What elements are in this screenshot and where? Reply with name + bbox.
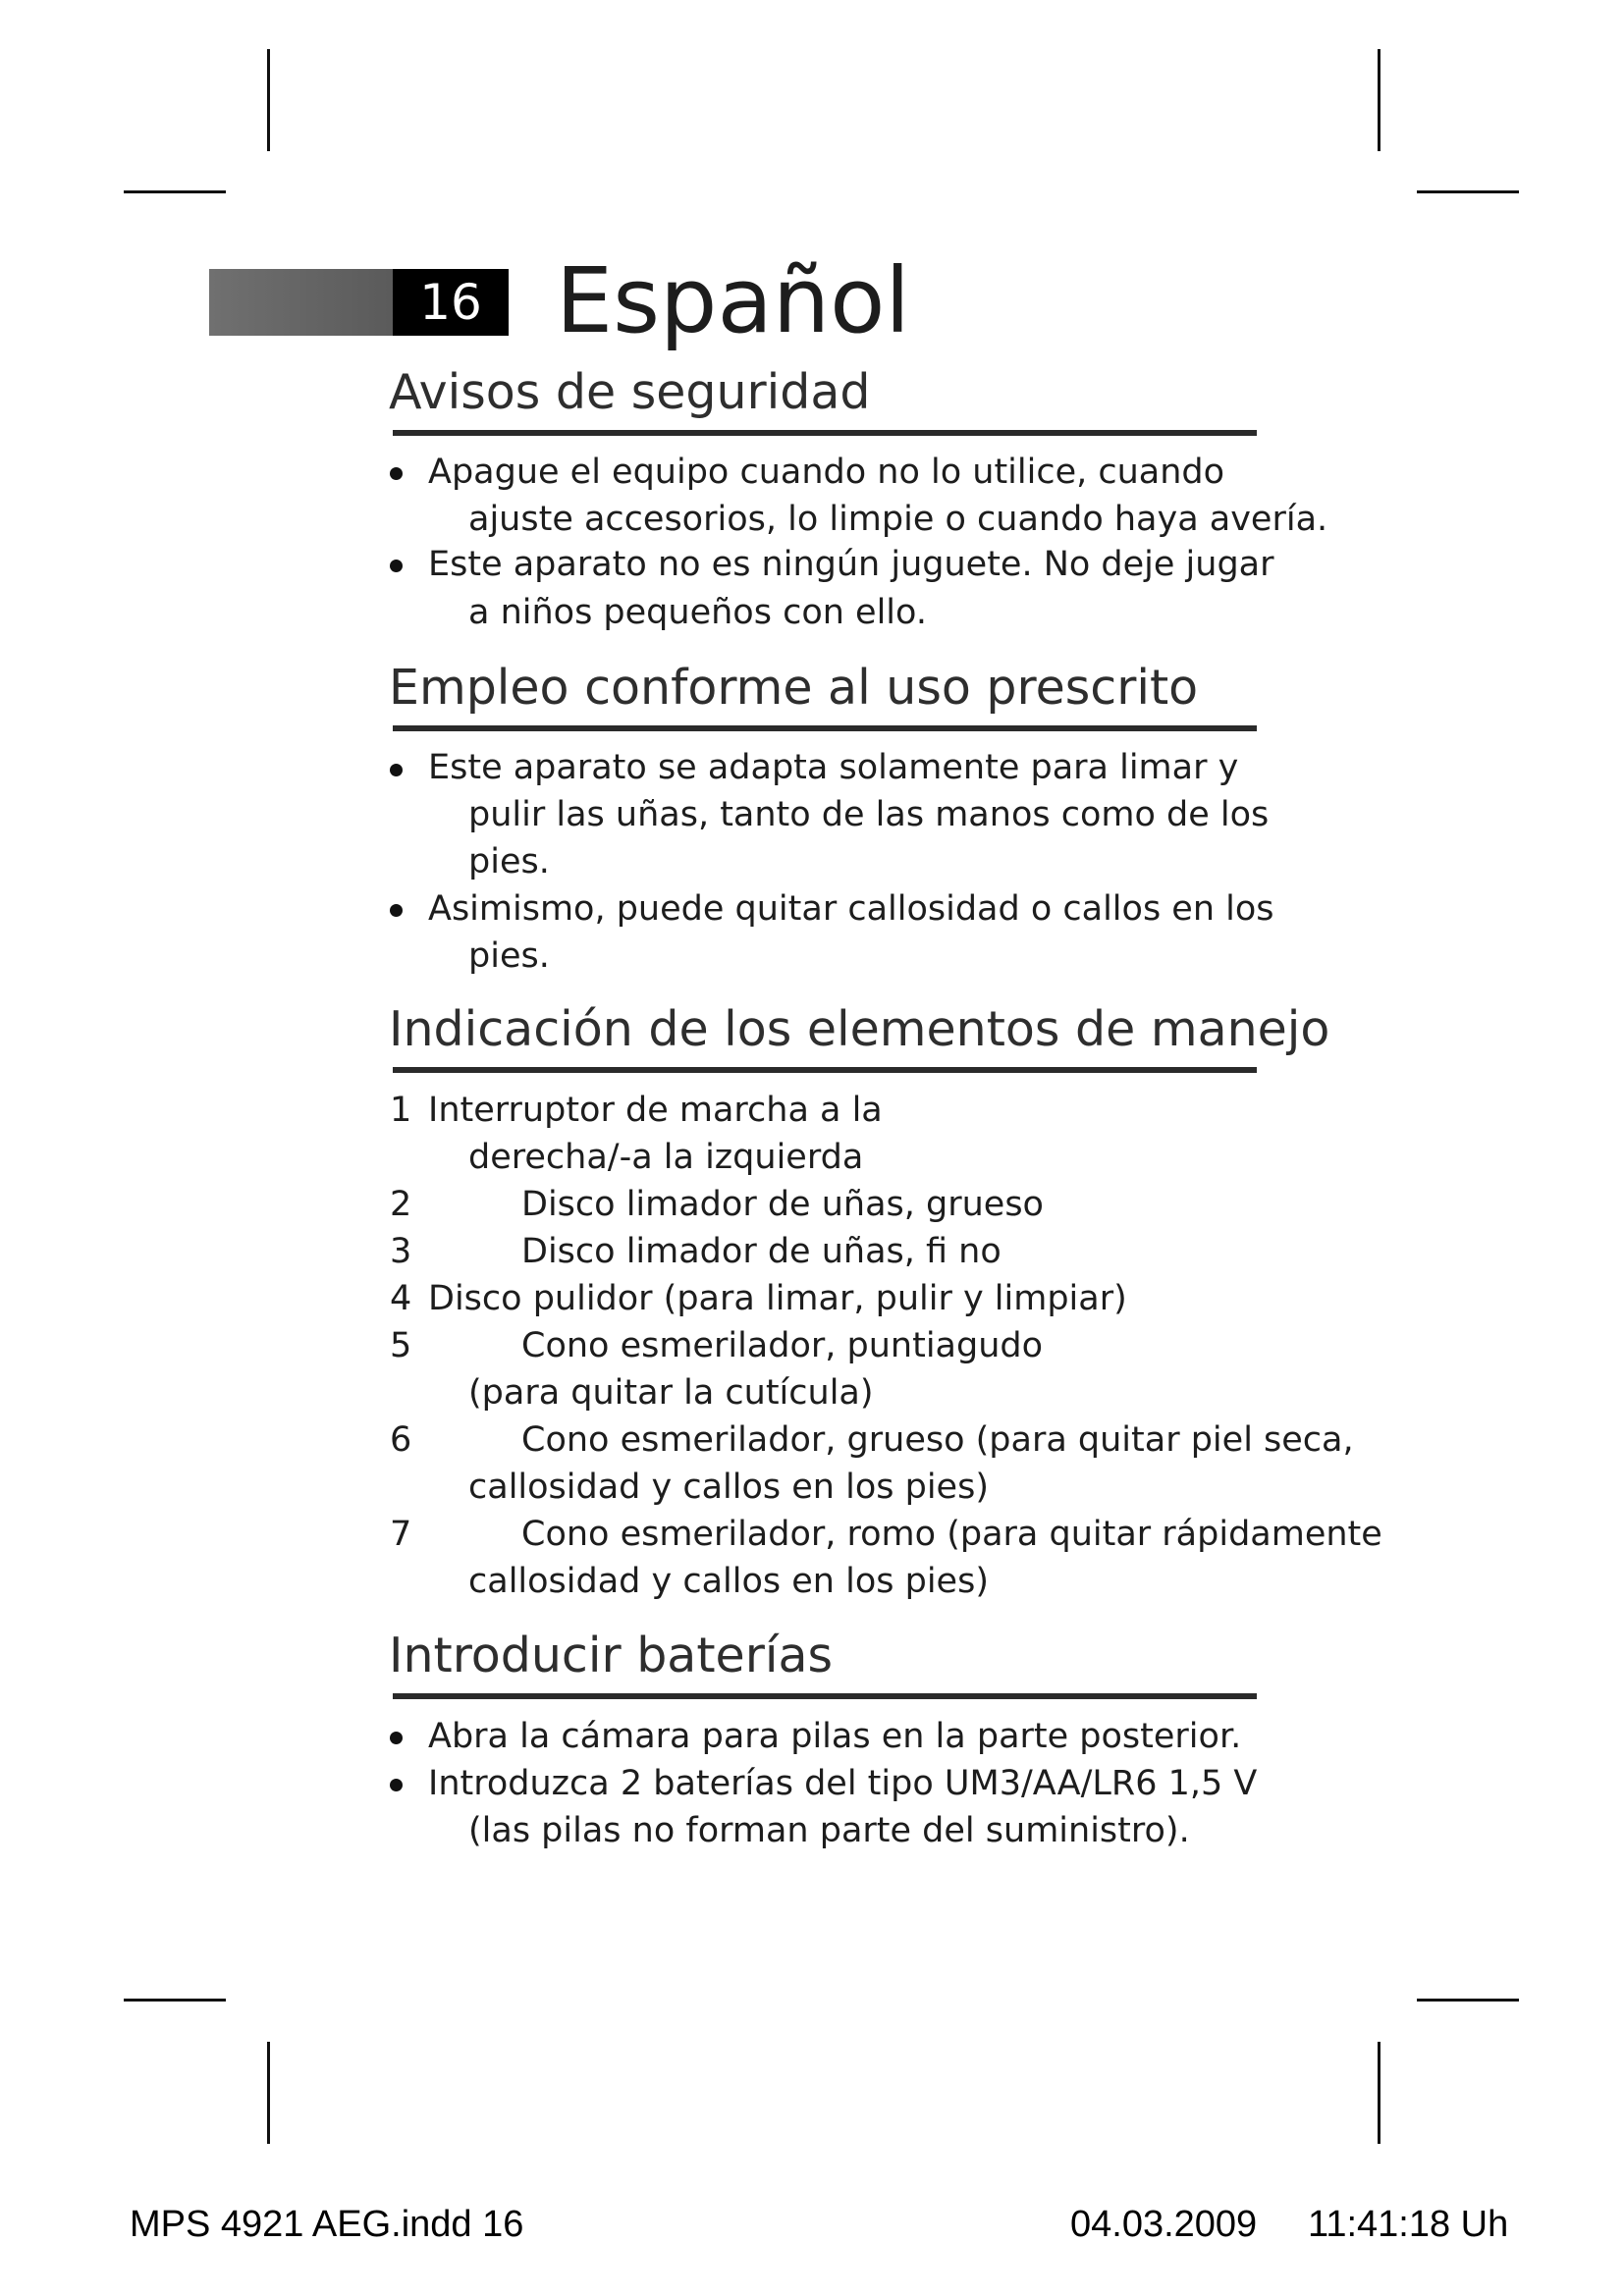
list-item-text: Este aparato se adapta solamente para limar y: [428, 748, 1239, 787]
bullet-icon: [390, 467, 403, 480]
list-item-text: (para quitar la cutícula): [468, 1373, 874, 1413]
footer-time: 11:41:18 Uh: [1308, 2204, 1509, 2245]
list-item-text: Introduzca 2 baterías del tipo UM3/AA/LR6 1,5 V: [428, 1764, 1258, 1803]
item-number: 4: [390, 1279, 412, 1318]
item-number: 1: [390, 1091, 412, 1130]
bullet-icon: [390, 904, 403, 917]
bullet-icon: [390, 1732, 403, 1744]
footer-date: 04.03.2009: [1070, 2204, 1258, 2245]
header-bar: [209, 269, 398, 336]
list-item-text: Disco limador de uñas, fi no: [521, 1232, 1001, 1271]
crop-mark: [1378, 49, 1380, 151]
list-item-text: pulir las uñas, tanto de las manos como de los: [468, 795, 1270, 834]
crop-mark: [1378, 2042, 1380, 2144]
list-item-text: Abra la cámara para pilas en la parte posterior.: [428, 1717, 1242, 1756]
crop-mark: [267, 2042, 270, 2144]
section-heading: Empleo conforme al uso prescrito: [389, 660, 1199, 716]
list-item-text: Cono esmerilador, puntiagudo: [521, 1326, 1044, 1365]
item-number: 5: [390, 1326, 412, 1365]
section-heading: Indicación de los elementos de manejo: [389, 1001, 1330, 1057]
list-item-text: Cono esmerilador, grueso (para quitar piel seca,: [521, 1420, 1354, 1460]
crop-mark: [124, 190, 226, 193]
page-number: 16: [393, 269, 509, 336]
list-item-text: Este aparato no es ningún juguete. No deje jugar: [428, 545, 1274, 584]
crop-mark: [1417, 190, 1519, 193]
section-rule: [393, 430, 1257, 436]
list-item-text: derecha/-a la izquierda: [468, 1138, 864, 1177]
section-rule: [393, 1067, 1257, 1073]
list-item-text: Apague el equipo cuando no lo utilice, cuando: [428, 453, 1225, 492]
list-item-text: Interruptor de marcha a la: [428, 1091, 883, 1130]
list-item-text: a niños pequeños con ello.: [468, 593, 927, 632]
crop-mark: [267, 49, 270, 151]
section-heading: Avisos de seguridad: [389, 364, 871, 420]
crop-mark: [1417, 1999, 1519, 2002]
item-number: 3: [390, 1232, 412, 1271]
list-item-text: callosidad y callos en los pies): [468, 1468, 989, 1507]
section-rule: [393, 725, 1257, 731]
crop-mark: [124, 1999, 226, 2002]
list-item-text: (las pilas no forman parte del suministro).: [468, 1811, 1190, 1850]
list-item-text: Disco pulidor (para limar, pulir y limpiar): [428, 1279, 1127, 1318]
list-item-text: pies.: [468, 842, 550, 881]
list-item-text: Cono esmerilador, romo (para quitar rápidamente: [521, 1515, 1382, 1554]
bullet-icon: [390, 560, 403, 572]
list-item-text: ajuste accesorios, lo limpie o cuando haya avería.: [468, 500, 1328, 539]
list-item-text: callosidad y callos en los pies): [468, 1562, 989, 1601]
section-rule: [393, 1693, 1257, 1699]
item-number: 7: [390, 1515, 412, 1554]
bullet-icon: [390, 764, 403, 776]
bullet-icon: [390, 1779, 403, 1791]
chapter-title: Español: [556, 248, 910, 353]
item-number: 2: [390, 1185, 412, 1224]
list-item-text: Disco limador de uñas, grueso: [521, 1185, 1044, 1224]
section-heading: Introducir baterías: [389, 1628, 834, 1683]
item-number: 6: [390, 1420, 412, 1460]
list-item-text: Asimismo, puede quitar callosidad o callos en los: [428, 889, 1274, 929]
footer-file: MPS 4921 AEG.indd 16: [130, 2204, 524, 2245]
list-item-text: pies.: [468, 936, 550, 976]
